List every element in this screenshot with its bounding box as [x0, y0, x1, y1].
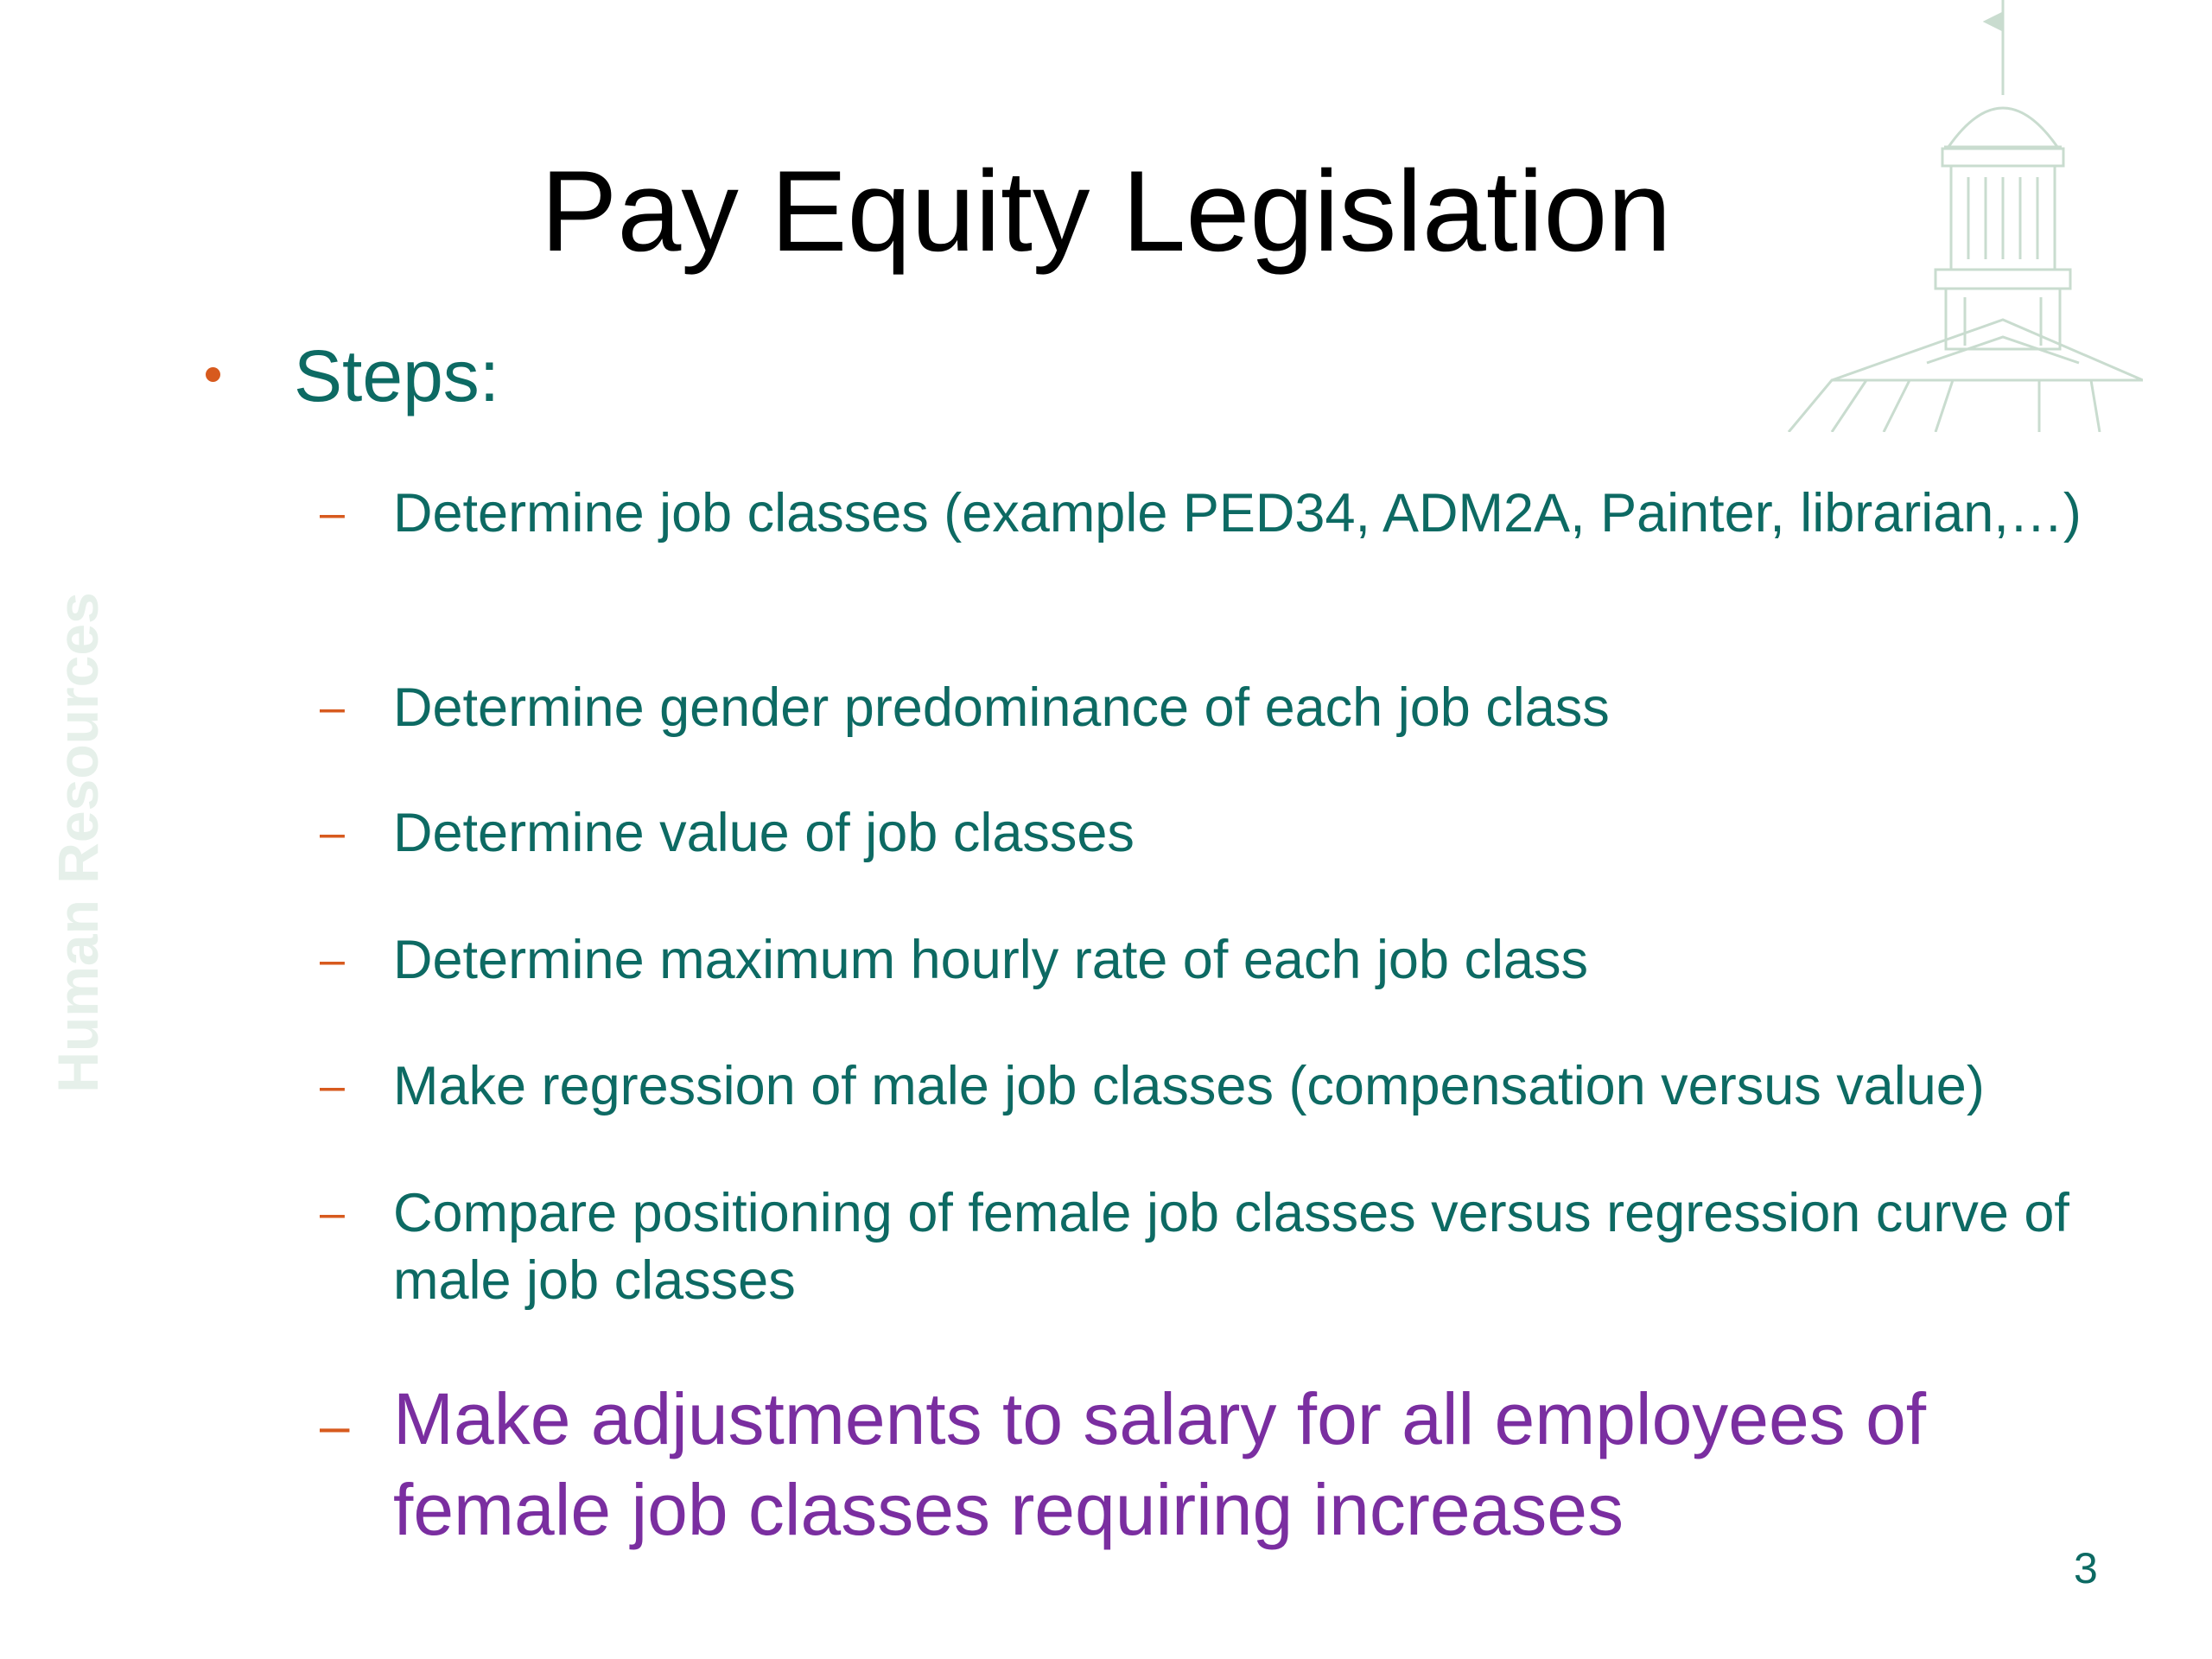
dash-icon: – [320, 1396, 350, 1456]
dash-icon: – [320, 1061, 345, 1111]
bullet-dot-icon [206, 367, 220, 382]
sub-item-text: Determine job classes (example PED34, ADM2A, Painter, librarian,…) [393, 483, 2082, 543]
sub-item-hourly-rate [320, 926, 2130, 994]
sub-item-compare-positioning [320, 1179, 2130, 1314]
sub-item-regression [320, 1052, 2130, 1120]
dash-icon: – [320, 935, 345, 985]
sub-item-text: Determine value of job classes [393, 803, 1135, 863]
sub-item-text: Compare positioning of female job classes versus regression curve of male job classes [393, 1183, 2069, 1311]
page-number: 3 [2074, 1544, 2098, 1592]
sub-item-salary-adjustments [320, 1374, 2130, 1555]
sub-item-job-value [320, 799, 2130, 867]
sub-item-text: Determine maximum hourly rate of each job class [393, 930, 1589, 990]
sub-item-text: Determine gender predominance of each job class [393, 677, 1610, 738]
sub-item-text: Make regression of male job classes (compensation versus value) [393, 1056, 1985, 1116]
dash-icon: – [320, 488, 345, 538]
dash-icon: – [320, 1188, 345, 1238]
sub-item-job-classes [320, 480, 2130, 547]
sub-item-gender-predominance [320, 674, 2130, 741]
sub-item-text: Make adjustments to salary for all employees of female job classes requiring increases [393, 1378, 1927, 1550]
dash-icon: – [320, 683, 345, 733]
bullet-steps: Steps: [294, 335, 500, 416]
dash-icon: – [320, 808, 345, 858]
slide-title: Pay Equity Legislation [540, 148, 1672, 276]
side-label: Human Resources [46, 592, 110, 1093]
